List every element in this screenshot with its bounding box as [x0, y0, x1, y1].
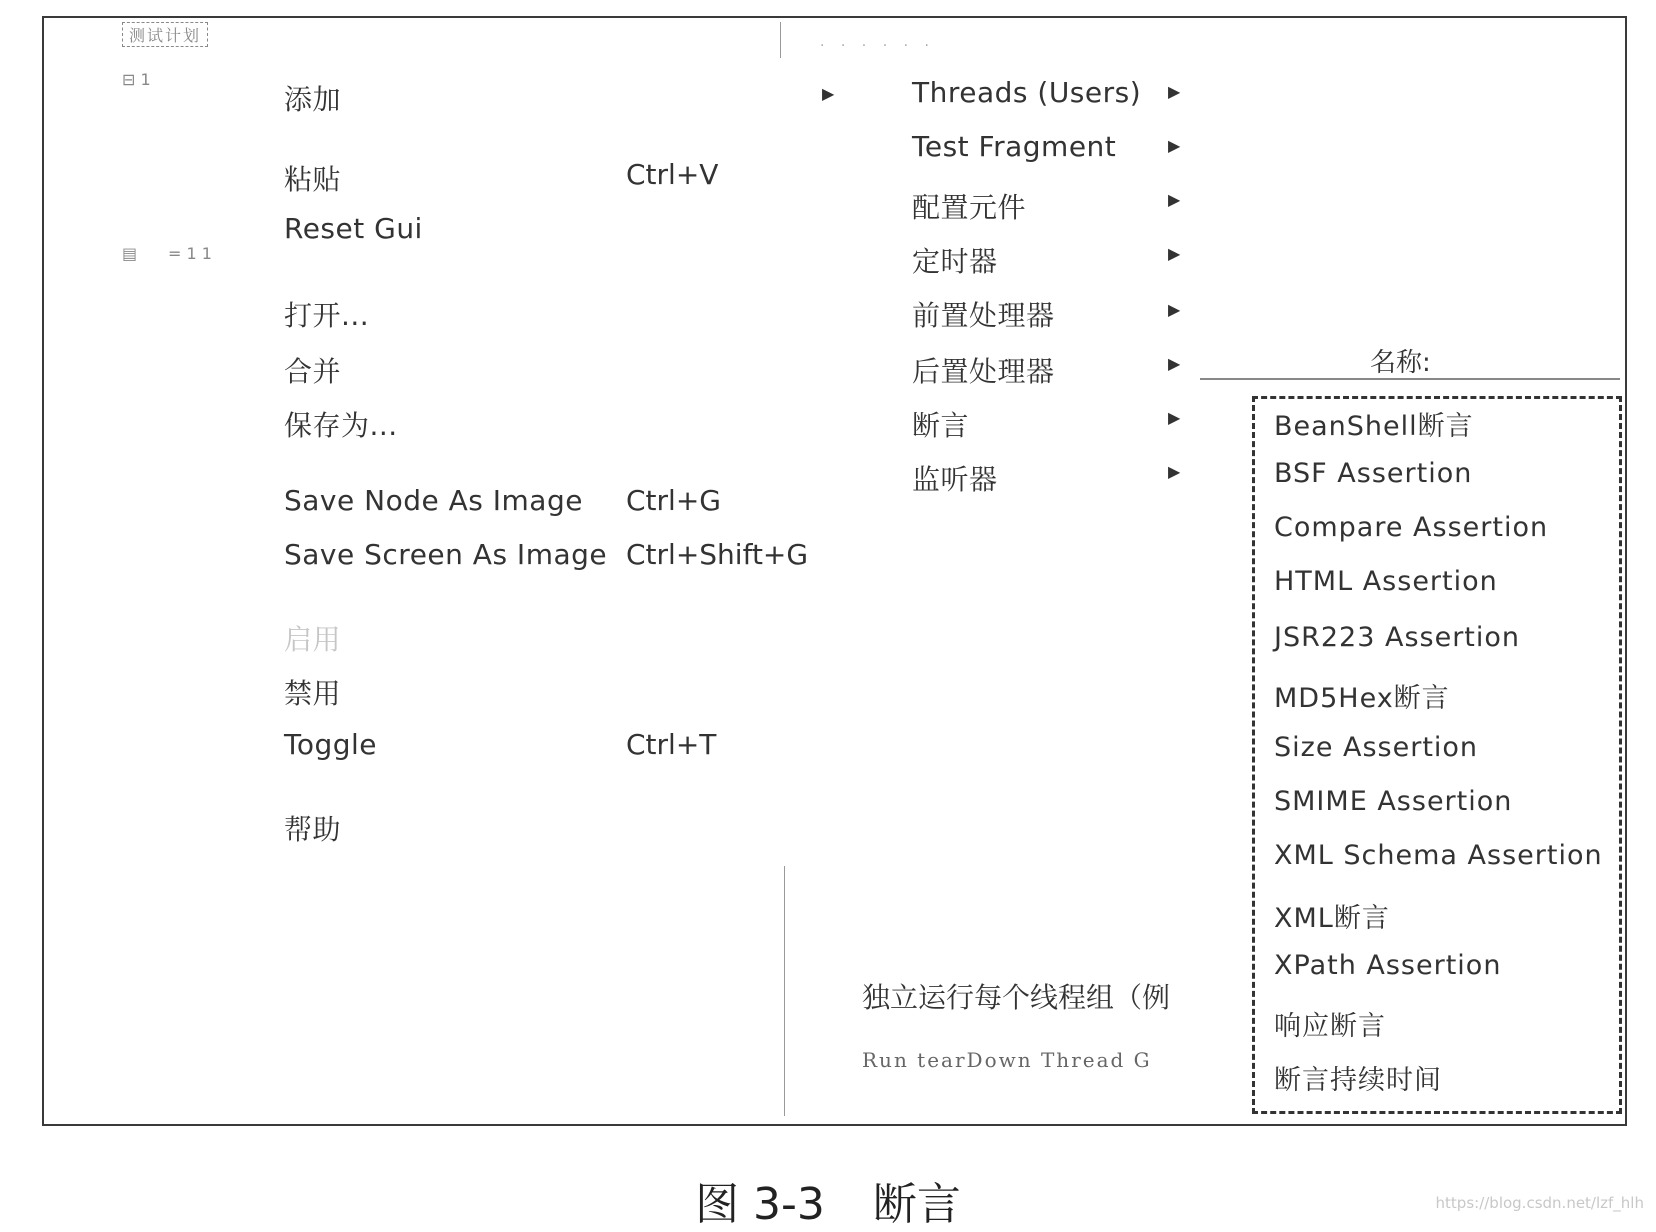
submenu-arrow-icon: ▶ — [1168, 300, 1181, 319]
submenu-item-post-processor[interactable]: 后置处理器 — [912, 355, 1055, 388]
assertion-item-bsf[interactable]: BSF Assertion — [1274, 458, 1473, 489]
menu-item-toggle[interactable]: Toggle — [284, 728, 378, 761]
tree-root-node[interactable]: 测试计划 — [122, 22, 208, 47]
figure-number: 图 3-3 — [695, 1179, 825, 1230]
menu-item-help[interactable]: 帮助 — [284, 813, 342, 846]
watermark: https://blog.csdn.net/lzf_hlh — [1435, 1194, 1644, 1212]
submenu-item-pre-processor[interactable]: 前置处理器 — [912, 299, 1055, 332]
assertion-item-jsr223[interactable]: JSR223 Assertion — [1274, 622, 1521, 653]
submenu-arrow-icon: ▶ — [1168, 408, 1181, 427]
separator-top — [780, 22, 781, 58]
assertion-item-xml[interactable]: XML断言 — [1274, 903, 1390, 934]
assertion-item-response[interactable]: 响应断言 — [1274, 1011, 1386, 1042]
submenu-arrow-icon: ▶ — [1168, 190, 1181, 209]
menu-item-reset-gui[interactable]: Reset Gui — [284, 212, 423, 245]
submenu-arrow-icon: ▶ — [1168, 82, 1181, 101]
test-plan-tree — [40, 8, 230, 263]
shortcut-save-screen: Ctrl+Shift+G — [626, 538, 809, 571]
assertion-item-duration[interactable]: 断言持续时间 — [1274, 1065, 1442, 1096]
menu-item-paste[interactable]: 粘贴 — [284, 163, 342, 196]
menu-item-save-node-as-image[interactable]: Save Node As Image — [284, 484, 583, 517]
assertion-item-html[interactable]: HTML Assertion — [1274, 566, 1498, 597]
shortcut-toggle: Ctrl+T — [626, 728, 717, 761]
thread-group-option-label: 独立运行每个线程组（例 — [862, 981, 1171, 1014]
shortcut-paste: Ctrl+V — [626, 158, 719, 191]
tree-child-node[interactable]: ⊟ 1 — [122, 70, 151, 89]
shortcut-save-node: Ctrl+G — [626, 484, 721, 517]
separator-bottom — [784, 866, 785, 1116]
teardown-option-label: Run tearDown Thread G — [862, 1048, 1152, 1072]
figure-title: 断言 — [872, 1179, 961, 1230]
tree-node-label[interactable]: = 1 1 — [168, 244, 212, 263]
submenu-item-config-element[interactable]: 配置元件 — [912, 191, 1027, 224]
menu-item-merge[interactable]: 合并 — [284, 355, 342, 388]
figure-caption — [0, 1168, 1656, 1232]
submenu-arrow-icon: ▶ — [1168, 136, 1181, 155]
assertion-item-smime[interactable]: SMIME Assertion — [1274, 786, 1513, 817]
assertion-item-xpath[interactable]: XPath Assertion — [1274, 950, 1502, 981]
title-fragment: . . . . . . — [820, 34, 935, 50]
tree-node-icon: ▤ — [122, 244, 138, 263]
submenu-item-threads[interactable]: Threads (Users) — [912, 76, 1142, 109]
submenu-arrow-icon: ▶ — [822, 84, 835, 103]
submenu-item-listener[interactable]: 监听器 — [912, 463, 998, 496]
assertion-item-xml-schema[interactable]: XML Schema Assertion — [1274, 840, 1603, 871]
assertion-item-beanshell[interactable]: BeanShell断言 — [1274, 411, 1474, 442]
menu-item-open[interactable]: 打开... — [284, 299, 370, 332]
assertion-item-md5hex[interactable]: MD5Hex断言 — [1274, 683, 1450, 714]
submenu-arrow-icon: ▶ — [1168, 354, 1181, 373]
menu-item-save-screen-as-image[interactable]: Save Screen As Image — [284, 538, 608, 571]
menu-item-save-as[interactable]: 保存为... — [284, 409, 398, 442]
name-field-label: 名称: — [1370, 348, 1431, 378]
menu-item-add[interactable]: 添加 — [284, 83, 342, 116]
submenu-item-assertion[interactable]: 断言 — [912, 409, 970, 442]
assertion-item-size[interactable]: Size Assertion — [1274, 732, 1479, 763]
name-field-underline — [1200, 378, 1620, 380]
submenu-item-timer[interactable]: 定时器 — [912, 245, 998, 278]
menu-item-disable[interactable]: 禁用 — [284, 677, 342, 710]
menu-item-enable: 启用 — [284, 623, 342, 656]
submenu-arrow-icon: ▶ — [1168, 244, 1181, 263]
submenu-item-test-fragment[interactable]: Test Fragment — [912, 130, 1117, 163]
assertion-item-compare[interactable]: Compare Assertion — [1274, 512, 1549, 543]
submenu-arrow-icon: ▶ — [1168, 462, 1181, 481]
